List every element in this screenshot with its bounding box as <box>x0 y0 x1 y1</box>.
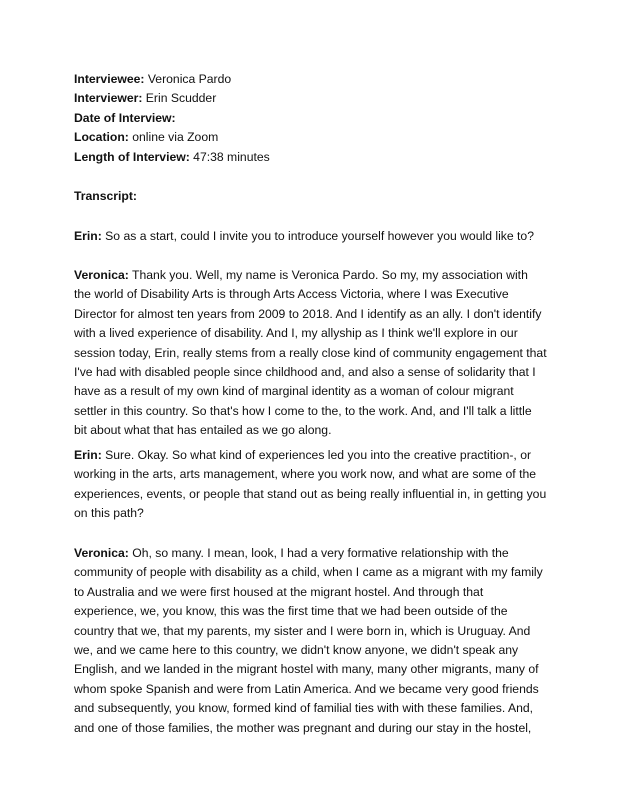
transcript-line: to Australia and we were first housed at the migrant hostel. And through that <box>74 584 484 599</box>
transcript-line: the world of Disability Arts is through Arts Access Victoria, where I was Executive <box>74 287 509 302</box>
interviewer-label: Interviewer: <box>74 91 143 106</box>
transcript-line: and subsequently, you know, formed kind of familial ties with with these families. And, <box>74 701 534 716</box>
length-line <box>74 148 270 167</box>
transcript-line: with a lived experience of disability. And I, my allyship as I think we'll explore in our <box>74 326 518 341</box>
line-text: Oh, so many. I mean, look, I had a very formative relationship with the <box>128 546 509 560</box>
transcript-paragraph <box>74 266 552 441</box>
transcript-line <box>74 227 552 246</box>
speaker-label: Veronica: <box>74 268 129 282</box>
transcript-line: community of people with disability as a child, when I came as a migrant with my family <box>74 565 543 580</box>
speaker-label: Erin: <box>74 229 102 243</box>
transcript-line: settler in this country. So that's how I come to the, to the work. And, and I'll talk a little <box>74 403 532 418</box>
line-text: Thank you. Well, my name is Veronica Pardo. So my, my association with <box>128 268 528 282</box>
transcript-line: whom spoke Spanish and were from Latin America. And we became very good friends <box>74 681 539 696</box>
location-value: online via Zoom <box>128 130 219 145</box>
location-label: Location: <box>74 130 129 145</box>
line-text: Sure. Okay. So what kind of experiences led you into the creative practition-, or <box>101 448 532 462</box>
interviewer-value: Erin Scudder <box>142 91 217 106</box>
transcript-line <box>74 446 552 465</box>
transcript-line: Director for almost ten years from 2009 to 2018. And I identify as an ally. I don't identify <box>74 306 542 321</box>
line-text: So as a start, could I invite you to introduce yourself however you would like to? <box>101 229 534 243</box>
transcript-line: have as a result of my own kind of marginal identity as a woman of colour migrant <box>74 384 514 399</box>
transcript-line: on this path? <box>74 506 144 521</box>
transcript-line <box>74 266 552 285</box>
interviewee-label: Interviewee: <box>74 72 145 86</box>
interviewee-value: Veronica Pardo <box>144 72 232 86</box>
transcript-paragraph <box>74 544 552 738</box>
transcript-line: English, and we landed in the migrant hostel with many, many other migrants, many of <box>74 662 539 677</box>
transcript-line: working in the arts, arts management, where you work now, and what are some of the <box>74 467 537 482</box>
speaker-label: Erin: <box>74 448 102 462</box>
transcript-paragraph <box>74 227 552 246</box>
transcript-line <box>74 544 552 563</box>
transcript-paragraph <box>74 446 552 524</box>
transcript-line: session today, Erin, really stems from a really close kind of community engagement that <box>74 345 547 360</box>
speaker-label: Veronica: <box>74 546 129 560</box>
interviewer-line <box>74 89 270 108</box>
transcript-line: experience, we, you know, this was the first time that we had been outside of the <box>74 604 508 619</box>
transcript-line: I've had with disabled people since childhood and, and also a sense of solidarity that I <box>74 365 536 380</box>
interviewee-line <box>74 70 270 89</box>
transcript-line: country that we, that my parents, my sister and I were born in, which is Uruguay. And <box>74 623 531 638</box>
transcript-line: we, and we came here to this country, we didn't know anyone, we didn't speak any <box>74 643 519 658</box>
transcript-heading: Transcript: <box>74 189 137 203</box>
date-label: Date of Interview: <box>74 110 176 125</box>
length-value: 47:38 minutes <box>189 149 270 164</box>
transcript-line: experiences, events, or people that stand out as being really influential in, in getting you <box>74 486 547 501</box>
transcript-line: bit about what that has entailed as we go along. <box>74 423 332 438</box>
location-line <box>74 128 270 147</box>
date-line <box>74 109 270 128</box>
length-label: Length of Interview: <box>74 149 190 164</box>
transcript-line: and one of those families, the mother was pregnant and during our stay in the hostel, <box>74 720 532 735</box>
interview-metadata <box>74 70 270 167</box>
